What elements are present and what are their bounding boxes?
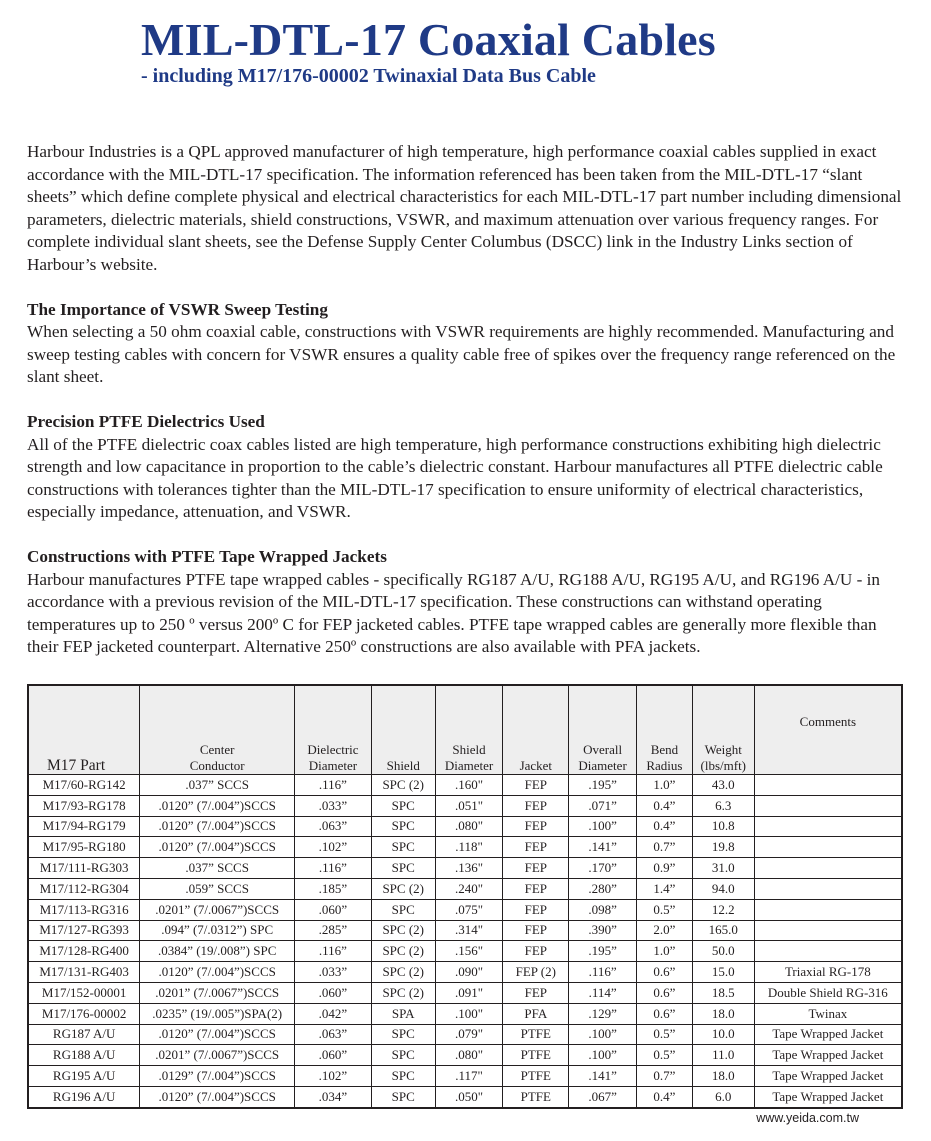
table-cell: .170” [569,858,637,879]
table-cell: .240" [435,878,503,899]
table-cell: 1.0” [637,941,693,962]
table-cell: .136" [435,858,503,879]
table-cell: .037” SCCS [140,775,295,796]
table-cell: .0201” (7/.0067”)SCCS [140,1045,295,1066]
table-cell: .094” (7/.0312”) SPC [140,920,295,941]
table-cell: .129” [569,1003,637,1024]
table-cell: SPC [371,1024,435,1045]
table-cell: 94.0 [692,878,754,899]
table-cell: SPC [371,1045,435,1066]
table-cell: FEP [503,878,569,899]
table-cell: Tape Wrapped Jacket [754,1066,902,1087]
table-cell: 18.0 [692,1003,754,1024]
table-cell: 19.8 [692,837,754,858]
table-cell: .098” [569,899,637,920]
table-row [28,1024,902,1045]
table-cell: M17/128-RG400 [28,941,140,962]
table-cell: SPC [371,816,435,837]
header-shield-diameter: Shield Diameter [435,685,503,775]
table-row [28,1066,902,1087]
table-cell: M17/94-RG179 [28,816,140,837]
table-cell: SPC (2) [371,941,435,962]
table-cell: .050" [435,1086,503,1107]
table-row [28,1045,902,1066]
table-cell: M17/112-RG304 [28,878,140,899]
table-cell: .067” [569,1086,637,1107]
table-row [28,1086,902,1107]
table-cell: .051" [435,795,503,816]
table-cell: .0120” (7/.004”)SCCS [140,1086,295,1107]
table-cell: M17/113-RG316 [28,899,140,920]
table-cell: 0.7” [637,1066,693,1087]
table-cell: .118" [435,837,503,858]
table-cell: 0.5” [637,899,693,920]
table-cell: RG195 A/U [28,1066,140,1087]
table-cell: Twinax [754,1003,902,1024]
body-content [27,141,912,659]
table-cell: .0384” (19/.008”) SPC [140,941,295,962]
table-cell: SPC [371,858,435,879]
table-cell: FEP [503,837,569,858]
table-row [28,962,902,983]
table-cell: .141” [569,1066,637,1087]
header-center-conductor: Center Conductor [140,685,295,775]
footer-url: www.yeida.com.tw [756,1111,859,1125]
table-cell: 18.5 [692,982,754,1003]
table-row [28,899,902,920]
table-cell: FEP [503,858,569,879]
table-cell: .390” [569,920,637,941]
table-cell: 0.4” [637,816,693,837]
table-cell: .080" [435,1045,503,1066]
page-subtitle: - including M17/176-00002 Twinaxial Data Bus Cable [141,65,596,87]
table-cell: SPC [371,1066,435,1087]
table-cell: .116” [295,941,372,962]
table-cell: FEP [503,816,569,837]
table-cell: M17/127-RG393 [28,920,140,941]
cable-spec-table [27,684,903,1109]
table-cell: .195” [569,775,637,796]
table-cell: 50.0 [692,941,754,962]
table-cell: .080" [435,816,503,837]
table-cell: SPC [371,899,435,920]
header-shield: Shield [371,685,435,775]
table-cell: .156" [435,941,503,962]
table-header-row [28,685,902,775]
table-cell: RG188 A/U [28,1045,140,1066]
table-cell [754,878,902,899]
table-cell: .285” [295,920,372,941]
table-cell: .141” [569,837,637,858]
table-cell: 2.0” [637,920,693,941]
page-title: MIL-DTL-17 Coaxial Cables [141,14,716,65]
table-cell: RG187 A/U [28,1024,140,1045]
table-row [28,920,902,941]
table-cell: 6.3 [692,795,754,816]
table-cell: 0.5” [637,1024,693,1045]
table-cell: Tape Wrapped Jacket [754,1045,902,1066]
table-cell: 0.6” [637,1003,693,1024]
table-row [28,795,902,816]
table-cell: Triaxial RG-178 [754,962,902,983]
table-cell: .042” [295,1003,372,1024]
table-body [28,775,902,1108]
table-cell: SPC [371,837,435,858]
section-heading-vswr: The Importance of VSWR Sweep Testing [27,299,328,319]
table-cell: SPC (2) [371,878,435,899]
section-body-vswr: When selecting a 50 ohm coaxial cable, constructions with VSWR requirements are highly recommended. Manufacturing and sweep testing cables with concern for VSWR ensures a quality cable free of spikes over the frequency range referenced on the slant sheet. [27,322,896,387]
table-cell: FEP [503,795,569,816]
table-cell: .280” [569,878,637,899]
table-cell: .060” [295,1045,372,1066]
table-cell: Tape Wrapped Jacket [754,1086,902,1107]
table-cell: 43.0 [692,775,754,796]
table-cell: PFA [503,1003,569,1024]
table-cell: FEP [503,920,569,941]
table-cell: .117" [435,1066,503,1087]
table-cell: 11.0 [692,1045,754,1066]
table-cell: .091" [435,982,503,1003]
table-cell: M17/93-RG178 [28,795,140,816]
section-heading-tape-wrapped: Constructions with PTFE Tape Wrapped Jackets [27,546,387,566]
table-cell: .116” [569,962,637,983]
table-cell: .033” [295,795,372,816]
table-cell: FEP [503,941,569,962]
header-dielectric-diameter: Dielectric Diameter [295,685,372,775]
table-cell: .116” [295,858,372,879]
table-cell: .160" [435,775,503,796]
table-cell: 0.7” [637,837,693,858]
table-row [28,775,902,796]
table-cell: .0235” (19/.005”)SPA(2) [140,1003,295,1024]
table-row [28,837,902,858]
table-cell: .037” SCCS [140,858,295,879]
table-cell: 15.0 [692,962,754,983]
header-comments: Comments [754,685,902,775]
table-row [28,816,902,837]
table-cell: 165.0 [692,920,754,941]
table-cell [754,816,902,837]
table-cell: PTFE [503,1045,569,1066]
table-cell: .314" [435,920,503,941]
table-cell: SPC [371,1086,435,1107]
table-cell: 0.6” [637,962,693,983]
header-part: M17 Part [28,685,140,775]
table-cell: .0120” (7/.004”)SCCS [140,837,295,858]
section-body-tape-wrapped: Harbour manufactures PTFE tape wrapped cables - specifically RG187 A/U, RG188 A/U, RG195 A/U, and RG196 A/U - in accordance with a previous revision of the MIL-DTL-17 specification. These constructions can withstand operating temperatures up to 250 º versus 200º C for FEP jacketed cables. PTFE tape wrapped cables are generally more flexible than their FEP jacketed counterpart. Alternative 250º constructions are also available with PFA jackets. [27,569,881,657]
header-jacket: Jacket [503,685,569,775]
table-cell: .059” SCCS [140,878,295,899]
intro-paragraph: Harbour Industries is a QPL approved manufacturer of high temperature, high performance coaxial cables supplied in exact accordance with the MIL-DTL-17 specification. The information referenced has been taken from the MIL-DTL-17 “slant sheets” which define complete physical and electrical characteristics for each MIL-DTL-17 part number including dimensional parameters, dielectric materials, shield constructions, VSWR, and maximum attenuation over various frequency ranges. For complete individual slant sheets, see the Defense Supply Center Columbus (DSCC) link in the Industry Links section of Harbour’s website. [27,142,902,274]
table-cell: .0120” (7/.004”)SCCS [140,795,295,816]
table-cell [754,775,902,796]
table-cell: FEP [503,899,569,920]
table-cell: .100” [569,816,637,837]
header-overall-diameter: Overall Diameter [569,685,637,775]
section-body-ptfe-dielectrics: All of the PTFE dielectric coax cables listed are high temperature, high performance constructions exhibiting high dielectric strength and low capacitance in proportion to the cable’s dielectric constant. Harbour manufactures all PTFE dielectric cable constructions with tolerances tighter than the MIL-DTL-17 specification to ensure uniformity of electrical characteristics, especially impedance, attenuation, and VSWR. [27,434,883,522]
table-cell: .063” [295,816,372,837]
table-cell: .063” [295,1024,372,1045]
table-cell: 31.0 [692,858,754,879]
table-cell: 18.0 [692,1066,754,1087]
table-cell: .116” [295,775,372,796]
table-cell [754,920,902,941]
table-cell: FEP (2) [503,962,569,983]
table-cell: .090" [435,962,503,983]
table-cell: 0.5” [637,1045,693,1066]
table-cell: .0129” (7/.004”)SCCS [140,1066,295,1087]
section-heading-ptfe-dielectrics: Precision PTFE Dielectrics Used [27,411,265,431]
table-cell: 10.8 [692,816,754,837]
table-cell: .100” [569,1045,637,1066]
table-cell: 6.0 [692,1086,754,1107]
table-cell: SPC (2) [371,962,435,983]
table-cell [754,837,902,858]
table-row [28,878,902,899]
table-cell: SPC (2) [371,982,435,1003]
table-cell: .0120” (7/.004”)SCCS [140,962,295,983]
table-cell: PTFE [503,1086,569,1107]
table-cell: .100" [435,1003,503,1024]
table-cell: FEP [503,982,569,1003]
table-cell: PTFE [503,1024,569,1045]
table-cell: .033” [295,962,372,983]
table-cell: SPC (2) [371,920,435,941]
table-cell: 0.6” [637,982,693,1003]
table-cell: Double Shield RG-316 [754,982,902,1003]
table-cell: 10.0 [692,1024,754,1045]
table-cell: SPC (2) [371,775,435,796]
table-cell: 1.4” [637,878,693,899]
table-cell: 0.4” [637,1086,693,1107]
table-cell: .060” [295,982,372,1003]
table-cell: Tape Wrapped Jacket [754,1024,902,1045]
table-cell: .034” [295,1086,372,1107]
table-row [28,1003,902,1024]
table-cell: .100” [569,1024,637,1045]
table-cell [754,899,902,920]
table-cell: SPC [371,795,435,816]
table-cell: M17/111-RG303 [28,858,140,879]
table-row [28,858,902,879]
table-cell: .102” [295,837,372,858]
table-row [28,982,902,1003]
header-weight: Weight (lbs/mft) [692,685,754,775]
table-cell: M17/60-RG142 [28,775,140,796]
table-cell: .0201” (7/.0067”)SCCS [140,982,295,1003]
table-cell: M17/95-RG180 [28,837,140,858]
table-cell: FEP [503,775,569,796]
table-cell: M17/131-RG403 [28,962,140,983]
header-bend-radius: Bend Radius [637,685,693,775]
table-cell [754,795,902,816]
table-cell: PTFE [503,1066,569,1087]
table-cell: RG196 A/U [28,1086,140,1107]
table-cell: 12.2 [692,899,754,920]
table-cell: .075" [435,899,503,920]
table-cell: M17/152-00001 [28,982,140,1003]
table-cell [754,941,902,962]
table-cell [754,858,902,879]
table-cell: M17/176-00002 [28,1003,140,1024]
table-cell: 0.9” [637,858,693,879]
table-row [28,941,902,962]
table-cell: .102” [295,1066,372,1087]
table-cell: 1.0” [637,775,693,796]
table-cell: .060” [295,899,372,920]
table-cell: 0.4” [637,795,693,816]
table-cell: .195” [569,941,637,962]
table-cell: .114” [569,982,637,1003]
table-cell: .071” [569,795,637,816]
table-cell: .185” [295,878,372,899]
table-cell: .0120” (7/.004”)SCCS [140,816,295,837]
table-cell: .079" [435,1024,503,1045]
table-cell: .0201” (7/.0067”)SCCS [140,899,295,920]
table-cell: .0120” (7/.004”)SCCS [140,1024,295,1045]
table-cell: SPA [371,1003,435,1024]
